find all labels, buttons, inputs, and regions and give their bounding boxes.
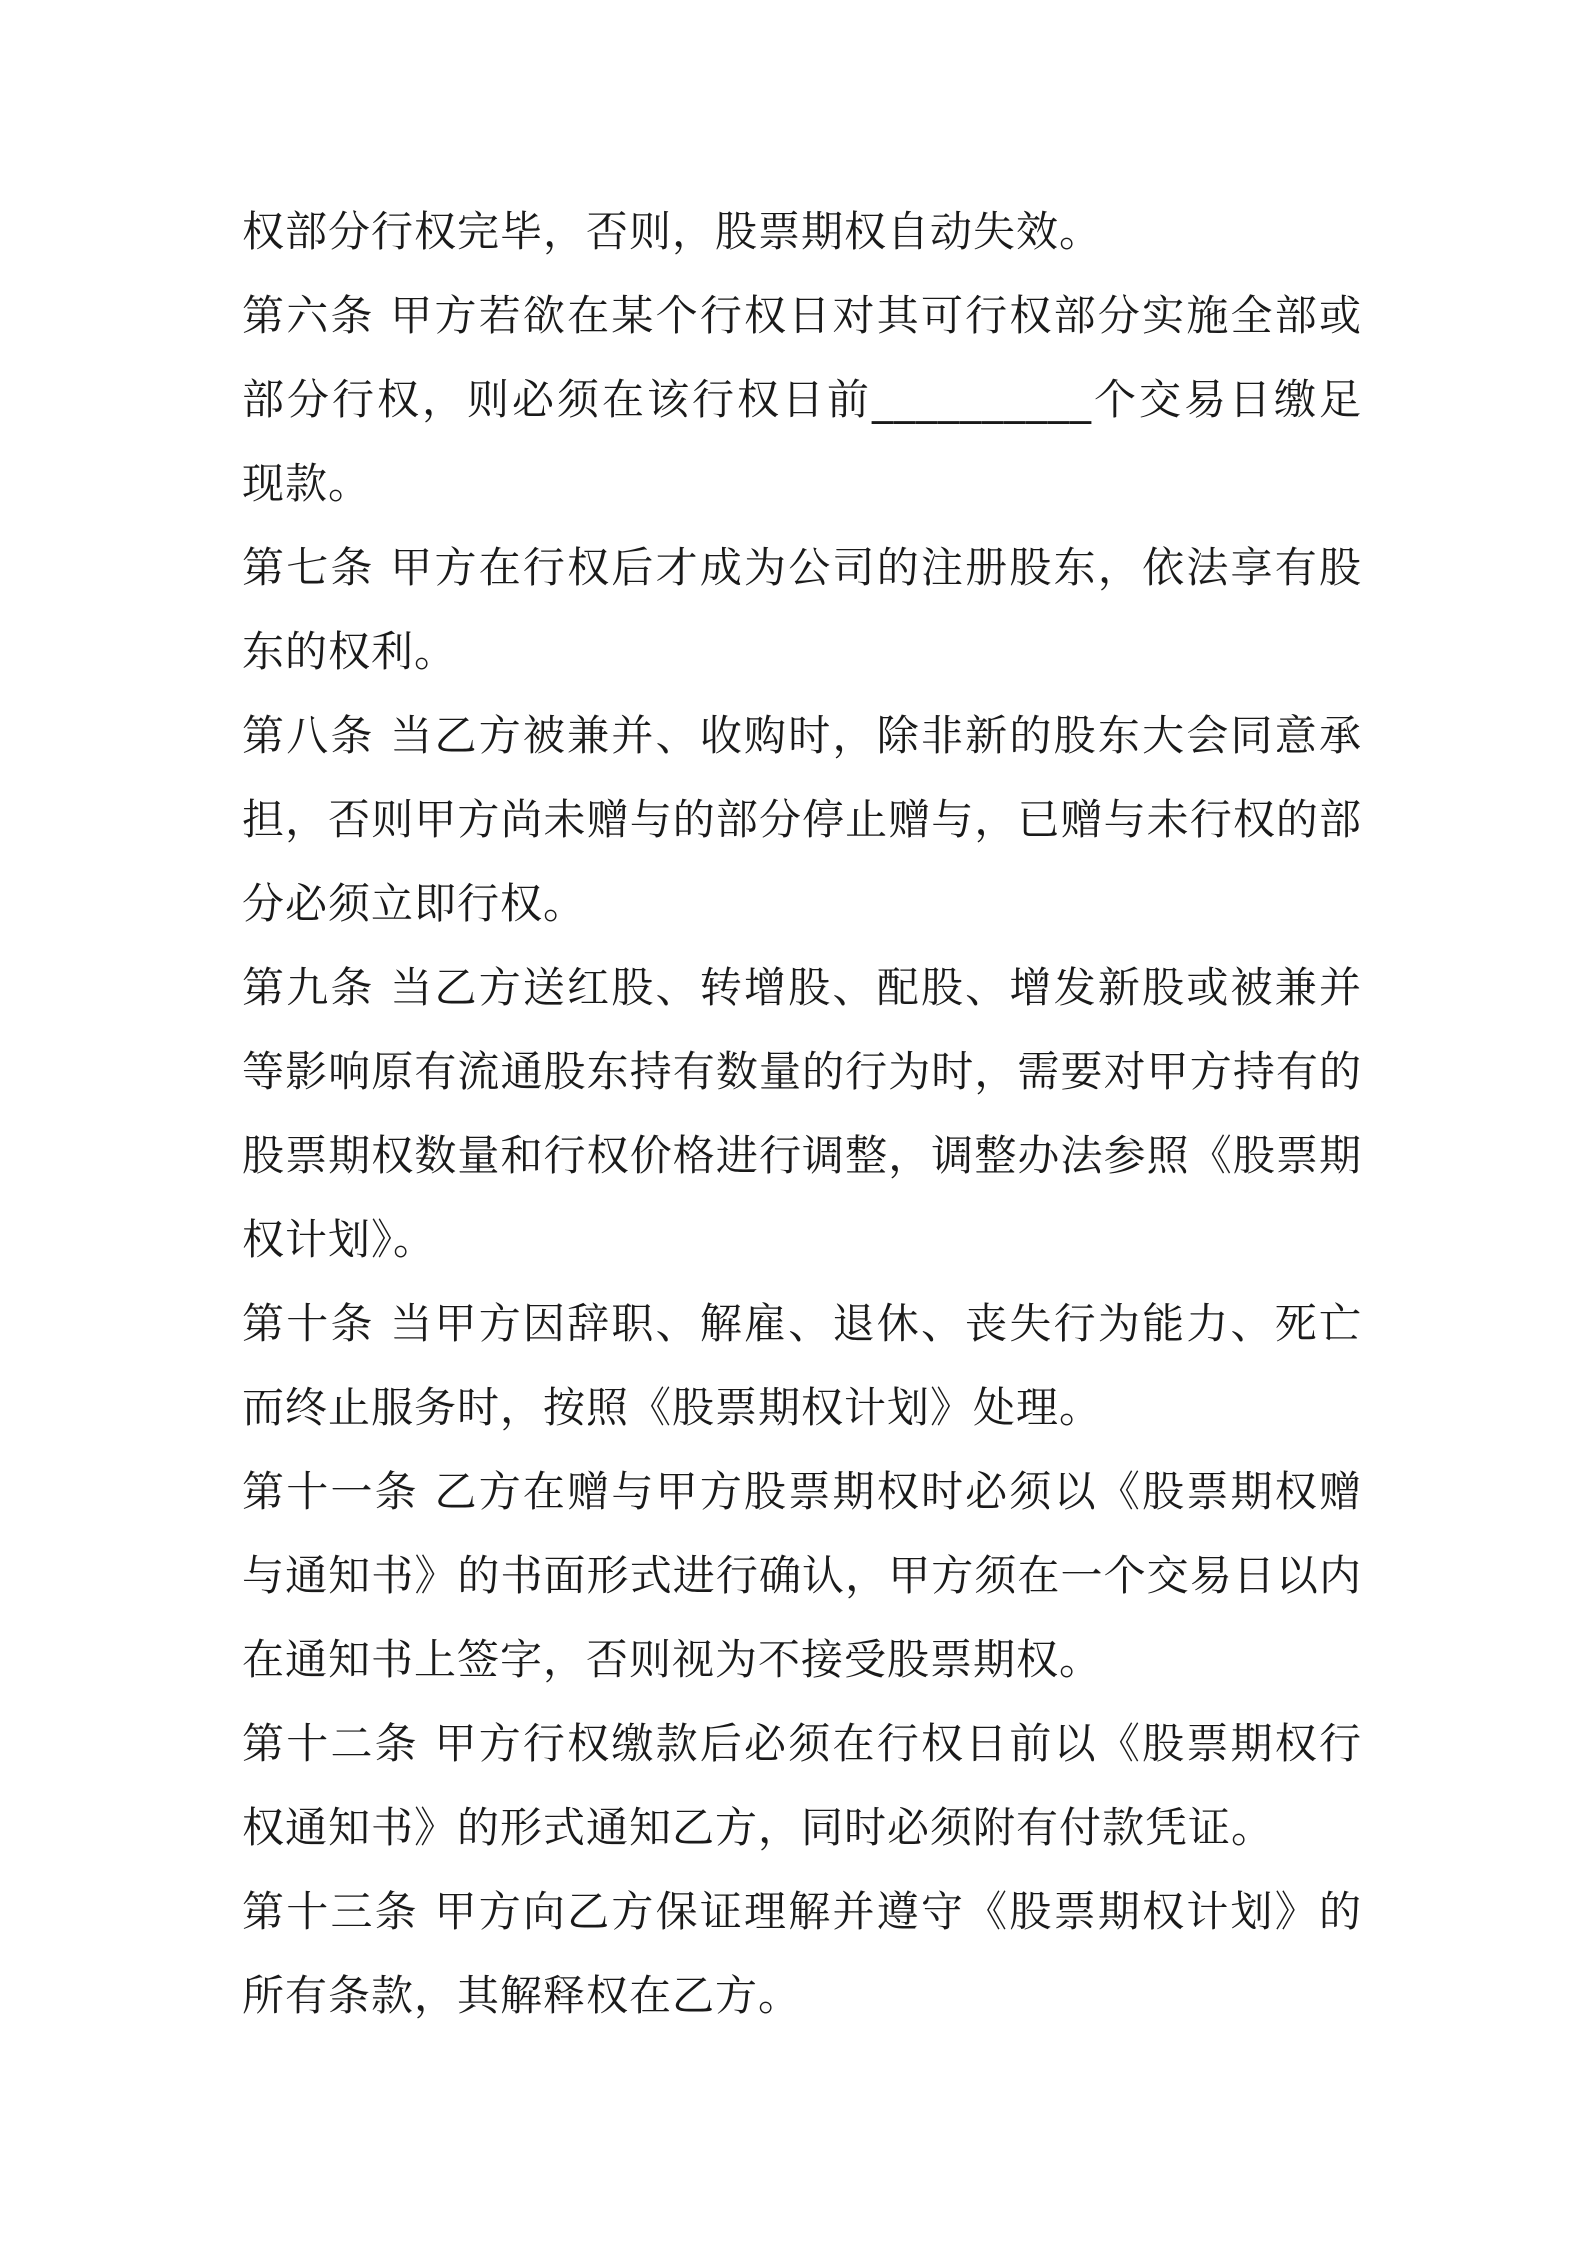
article-8: 第八条 当乙方被兼并、收购时，除非新的股东大会同意承担，否则甲方尚未赠与的部分停止赠与，已赠与未行权的部分必须立即行权。 xyxy=(242,711,1362,928)
article-6: 第六条 甲方若欲在某个行权日对其可行权部分实施全部或部分行权，则必须在该行权日前__________个交易日缴足现款。 xyxy=(242,291,1362,508)
article-9: 第九条 当乙方送红股、转增股、配股、增发新股或被兼并等影响原有流通股东持有数量的行为时，需要对甲方持有的股票期权数量和行权价格进行调整，调整办法参照《股票期权计划》。 xyxy=(242,963,1362,1264)
article-10: 第十条 当甲方因辞职、解雇、退休、丧失行为能力、死亡而终止服务时，按照《股票期权计划》处理。 xyxy=(242,1299,1362,1432)
article-12: 第十二条 甲方行权缴款后必须在行权日前以《股票期权行权通知书》的形式通知乙方，同时必须附有付款凭证。 xyxy=(242,1719,1362,1852)
document-body xyxy=(242,190,1362,2038)
article-13: 第十三条 甲方向乙方保证理解并遵守《股票期权计划》的所有条款，其解释权在乙方。 xyxy=(242,1887,1362,2020)
article-11: 第十一条 乙方在赠与甲方股票期权时必须以《股票期权赠与通知书》的书面形式进行确认，甲方须在一个交易日以内在通知书上签字，否则视为不接受股票期权。 xyxy=(242,1467,1362,1684)
paragraph-continuation: 权部分行权完毕，否则，股票期权自动失效。 xyxy=(242,207,1103,256)
article-7: 第七条 甲方在行权后才成为公司的注册股东，依法享有股东的权利。 xyxy=(242,543,1362,676)
